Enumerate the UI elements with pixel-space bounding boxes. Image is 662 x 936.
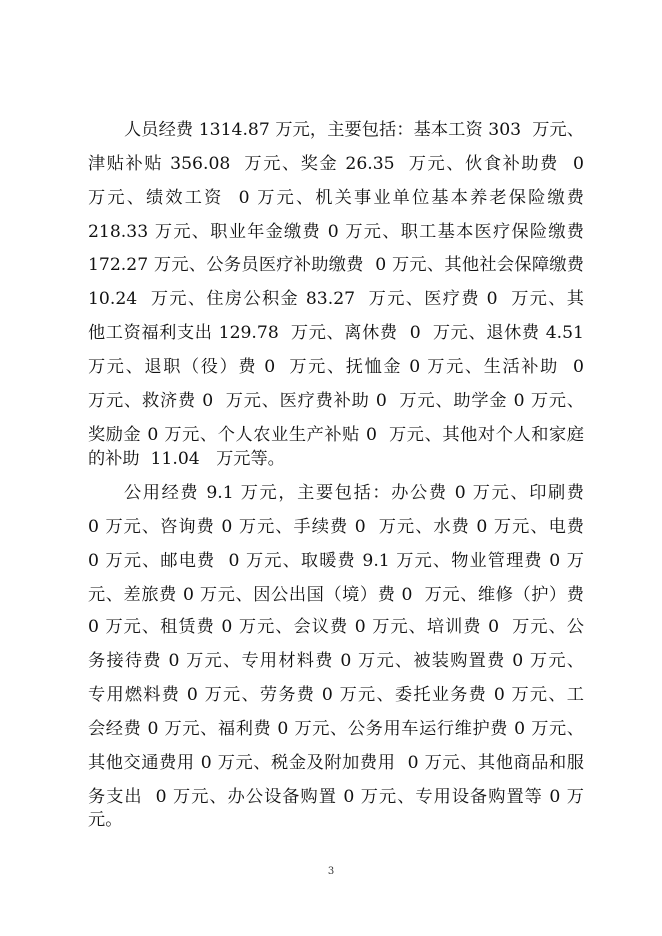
text-line: 万元、退职（役）费 0 万元、抚恤金 0 万元、生活补助 0: [88, 357, 584, 377]
text-line: 奖励金 0 万元、个人农业生产补贴 0 万元、其他对个人和家庭: [88, 425, 584, 445]
text-line: 0 万元、邮电费 0 万元、取暖费 9.1 万元、物业管理费 0 万: [88, 551, 584, 571]
text-line: 会经费 0 万元、福利费 0 万元、公务用车运行维护费 0 万元、: [88, 719, 584, 739]
text-line: 元。: [88, 810, 123, 830]
text-line: 务接待费 0 万元、专用材料费 0 万元、被装购置费 0 万元、: [88, 651, 584, 671]
text-line: 万元、绩效工资 0 万元、机关事业单位基本养老保险缴费: [88, 188, 584, 208]
text-line: 万元、救济费 0 万元、医疗费补助 0 万元、助学金 0 万元、: [88, 391, 584, 411]
text-line: 172.27 万元、公务员医疗补助缴费 0 万元、其他社会保障缴费: [88, 255, 584, 275]
text-line: 津贴补贴 356.08 万元、奖金 26.35 万元、伙食补助费 0: [88, 154, 584, 174]
text-line: 务支出 0 万元、办公设备购置 0 万元、专用设备购置等 0 万: [88, 787, 584, 807]
text-line: 0 万元、咨询费 0 万元、手续费 0 万元、水费 0 万元、电费: [88, 517, 584, 537]
text-line: 10.24 万元、住房公积金 83.27 万元、医疗费 0 万元、其: [88, 289, 584, 309]
text-line: 人员经费 1314.87 万元，主要包括：基本工资 303 万元、: [124, 120, 584, 140]
text-line: 元、差旅费 0 万元、因公出国（境）费 0 万元、维修（护）费: [88, 585, 584, 605]
text-line: 专用燃料费 0 万元、劳务费 0 万元、委托业务费 0 万元、工: [88, 685, 584, 705]
text-line: 其他交通费用 0 万元、税金及附加费用 0 万元、其他商品和服: [88, 753, 584, 773]
text-line: 218.33 万元、职业年金缴费 0 万元、职工基本医疗保险缴费: [88, 222, 584, 242]
text-line: 0 万元、租赁费 0 万元、会议费 0 万元、培训费 0 万元、公: [88, 617, 584, 637]
page-number: 3: [327, 866, 335, 877]
text-line: 他工资福利支出 129.78 万元、离休费 0 万元、退休费 4.51: [88, 323, 584, 343]
text-line: 的补助 11.04 万元等。: [88, 449, 285, 469]
text-line: 公用经费 9.1 万元，主要包括：办公费 0 万元、印刷费: [124, 483, 584, 503]
